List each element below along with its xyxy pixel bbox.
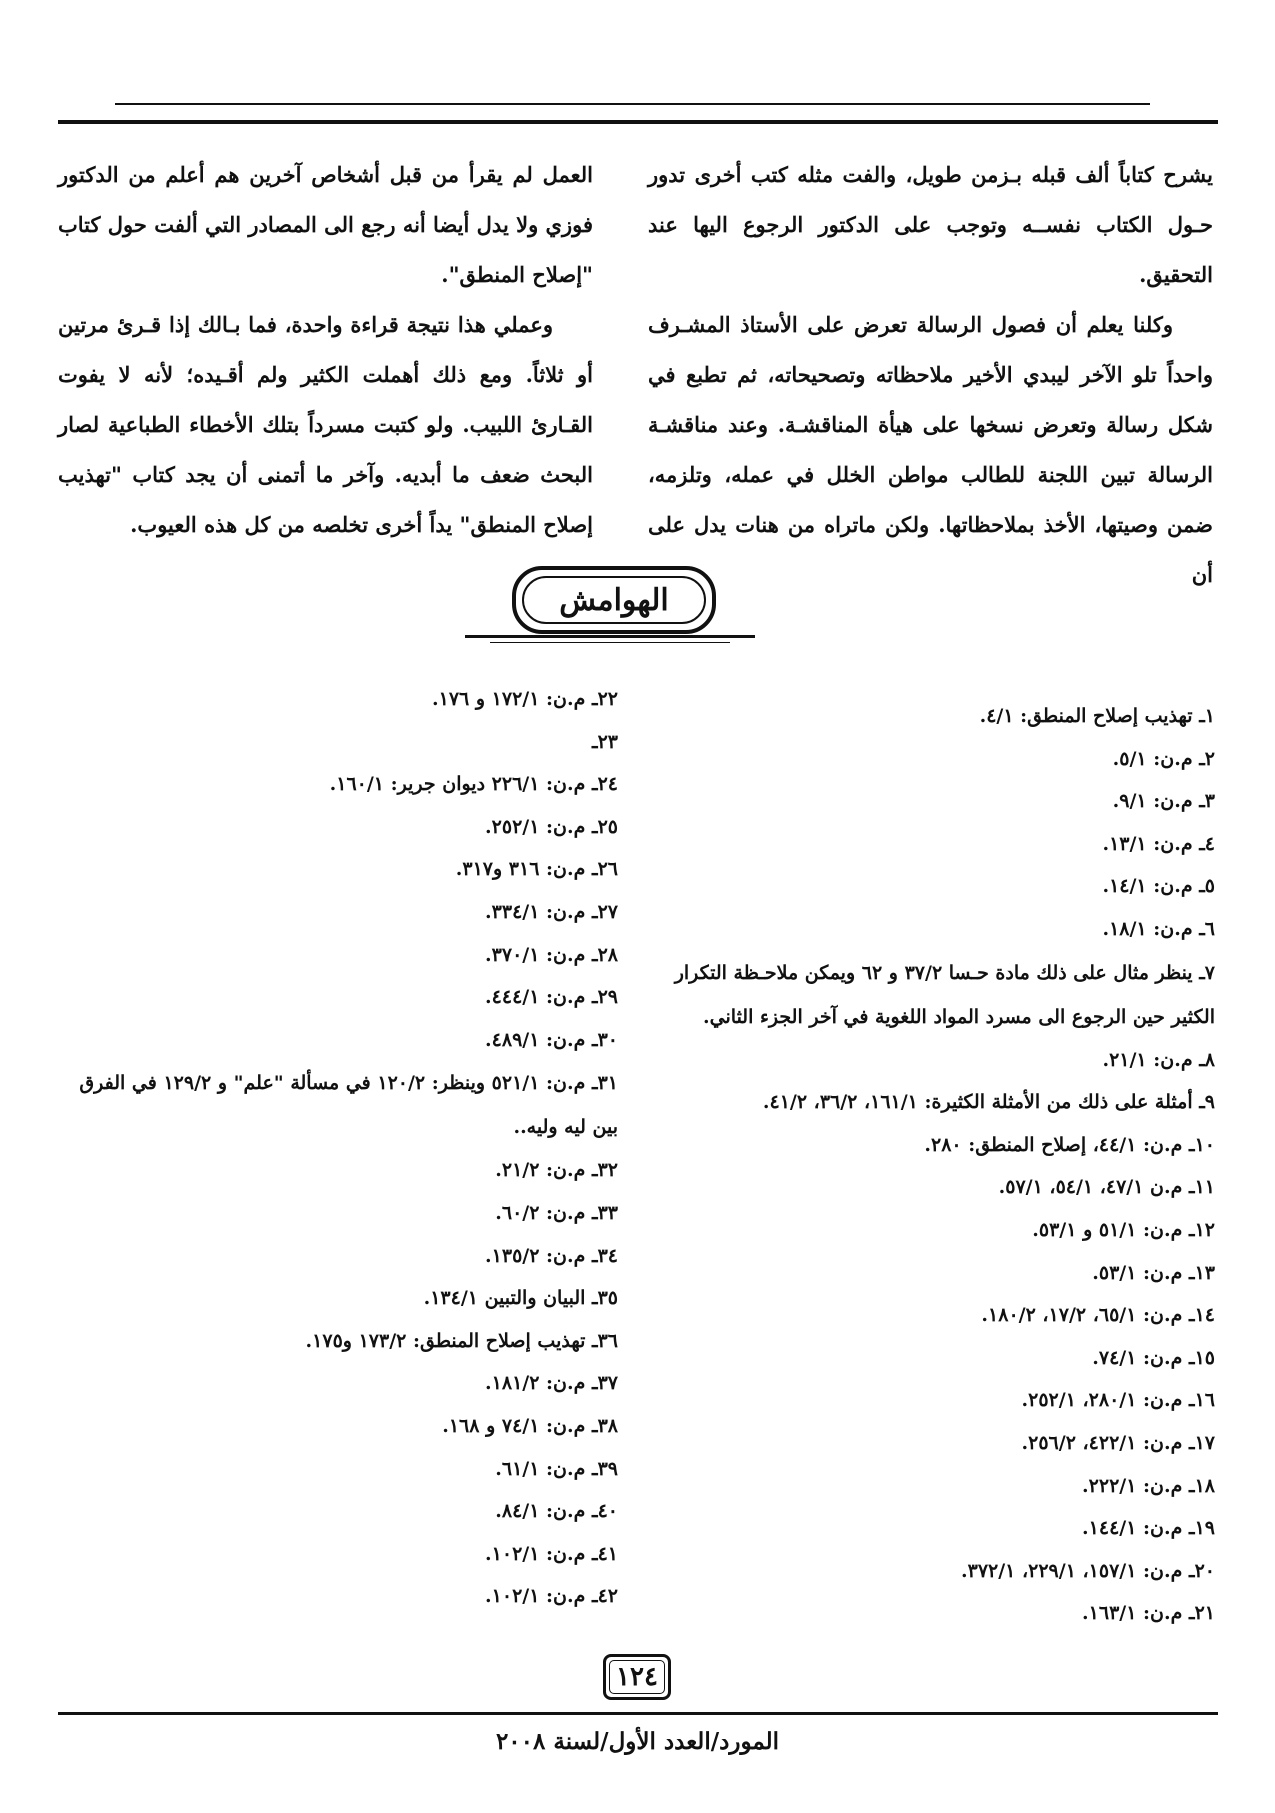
note-item: ٢٤ـ م.ن: ٢٢٦/١ ديوان جرير: ١٦٠/١. (329, 773, 618, 796)
note-item: ٢٠ـ م.ن: ١٥٧/١، ٢٢٩/١، ٣٧٢/١. (961, 1559, 1215, 1582)
note-item: ١٥ـ م.ن: ٧٤/١. (1092, 1346, 1215, 1369)
note-item: ٢٧ـ م.ن: ٣٣٤/١. (485, 900, 618, 923)
note-item: ٣٥ـ البيان والتبين ١٣٤/١. (423, 1287, 618, 1310)
note-item: ٤٠ـ م.ن: ٨٤/١. (495, 1500, 618, 1523)
note-item: ٣٤ـ م.ن: ١٣٥/٢. (485, 1244, 618, 1267)
note-item: ١١ـ م.ن ٤٧/١، ٥٤/١، ٥٧/١. (998, 1176, 1215, 1199)
note-item: ٢٣ـ (592, 730, 618, 753)
note-item: ٣٦ـ تهذيب إصلاح المنطق: ١٧٣/٢ و١٧٥. (305, 1329, 618, 1352)
note-item: ٢٢ـ م.ن: ١٧٢/١ و ١٧٦. (432, 688, 618, 710)
note-item: ٤ـ م.ن: ١٣/١. (1102, 832, 1215, 855)
body-column-right (648, 150, 1213, 600)
note-item: ١٧ـ م.ن: ٤٢٢/١، ٢٥٦/٢. (1021, 1431, 1215, 1454)
paragraph: يشرح كتاباً ألف قبله بـزمن طويل، والفت مثله كتب أخرى تدور حـول الكتاب نفســه وتوجب على الدكتور الرجوع اليها عند التحقيق. (648, 162, 1213, 287)
note-item: ٢٩ـ م.ن: ٤٤٤/١. (485, 986, 618, 1009)
note-item: ١٩ـ م.ن: ١٤٤/١. (1082, 1517, 1215, 1540)
note-item: ٤٢ـ م.ن: ١٠٢/١. (485, 1585, 618, 1608)
note-item: ٣٢ـ م.ن: ٢١/٢. (495, 1159, 618, 1182)
top-rule-thick (58, 120, 1218, 124)
notes-list-right (640, 695, 1215, 1635)
note-item: ١ـ تهذيب إصلاح المنطق: ٤/١. (979, 705, 1215, 727)
note-item: ١٢ـ م.ن: ٥١/١ و ٥٣/١. (1032, 1218, 1215, 1241)
note-item: ١٦ـ م.ن: ٢٨٠/١، ٢٥٢/١. (1021, 1389, 1215, 1412)
paragraph: وكلنا يعلم أن فصول الرسالة تعرض على الأستاذ المشـرف واحداً تلو الآخر ليبدي الأخير ملاحظاته وتصحيحاته، ثم تطبع في شكل رسالة وتعرض نسخها على هيأة المناقشـة. وعند مناقشـة الرسالة تبين اللجنة للطالب مواطن الخلل في عمله، وتلزمه، ضمن وصيتها، الأخذ بملاحظاتها. ولكن ماتراه من هنات يدل على أن (648, 312, 1213, 587)
notes-heading: الهوامش (559, 582, 669, 618)
note-item: ٣١ـ م.ن: ٥٢١/١ وينظر: ١٢٠/٢ في مسألة "علم" و ١٢٩/٢ في الفرق بين ليه وليه.. (79, 1072, 618, 1139)
note-item: ١٤ـ م.ن: ٦٥/١، ١٧/٢، ١٨٠/٢. (981, 1304, 1215, 1327)
paragraph: وعملي هذا نتيجة قراءة واحدة، فما بـالك إذا قـرئ مرتين أو ثلاثاً. ومع ذلك أهملت الكثير ولم أقـيده؛ لأنه لا يفوت القـارئ اللبيب. ولو كتبت مسرداً بتلك الأخطاء الطباعية لصار البحث ضعف ما أبديه. وآخر ما أتمنى أن يجد كتاب "تهذيب إصلاح المنطق" يداً أخرى تخلصه من كل هذه العيوب. (58, 312, 593, 537)
note-item: ٢ـ م.ن: ٥/١. (1112, 747, 1215, 770)
note-item: ٨ـ م.ن: ٢١/١. (1102, 1048, 1215, 1071)
note-item: ١٠ـ م.ن: ٤٤/١، إصلاح المنطق: ٢٨٠. (924, 1133, 1215, 1156)
note-item: ٣٧ـ م.ن: ١٨١/٢. (485, 1372, 618, 1395)
notes-heading-box (512, 566, 716, 634)
note-item: ٩ـ أمثلة على ذلك من الأمثلة الكثيرة: ١٦١/١، ٣٦/٢، ٤١/٢. (762, 1091, 1215, 1114)
body-column-left (58, 150, 593, 550)
top-rule-thin (115, 103, 1150, 105)
footer-journal-info: المورد/العدد الأول/لسنة ٢٠٠٨ (495, 1728, 780, 1755)
note-item: ٣٩ـ م.ن: ٦١/١. (495, 1457, 618, 1480)
bottom-rule (58, 1712, 1218, 1715)
note-item: ٦ـ م.ن: ١٨/١. (1102, 917, 1215, 940)
note-item: ٢٨ـ م.ن: ٣٧٠/١. (485, 943, 618, 966)
note-item: ٢١ـ م.ن: ١٦٣/١. (1082, 1602, 1215, 1625)
note-item: ٣٨ـ م.ن: ٧٤/١ و ١٦٨. (442, 1414, 618, 1437)
note-item: ٧ـ ينظر مثال على ذلك مادة حـسا ٣٧/٢ و ٦٢ ويمكن ملاحـظة التكرار الكثير حين الرجوع الى مسرد المواد اللغوية في آخر الجزء الثاني. (674, 961, 1215, 1028)
heading-underline-thin (490, 642, 730, 643)
note-item: ٤١ـ م.ن: ١٠٢/١. (485, 1542, 618, 1565)
page-number: ١٢٤ (616, 1662, 658, 1692)
page-number-box (603, 1654, 671, 1700)
note-item: ٣ـ م.ن: ٩/١. (1112, 790, 1215, 813)
note-item: ٣٠ـ م.ن: ٤٨٩/١. (485, 1028, 618, 1051)
paragraph: العمل لم يقرأ من قبل أشخاص آخرين هم أعلم من الدكتور فوزي ولا يدل أيضا أنه رجع الى المصادر التي ألفت حول كتاب "إصلاح المنطق". (57, 162, 593, 287)
notes-list-left (58, 678, 618, 1618)
note-item: ٢٦ـ م.ن: ٣١٦ و٣١٧. (455, 858, 618, 881)
note-item: ٣٣ـ م.ن: ٦٠/٢. (495, 1201, 618, 1224)
heading-underline (465, 635, 755, 638)
note-item: ١٣ـ م.ن: ٥٣/١. (1092, 1261, 1215, 1284)
note-item: ٥ـ م.ن: ١٤/١. (1102, 875, 1215, 898)
note-item: ٢٥ـ م.ن: ٢٥٢/١. (485, 815, 618, 838)
note-item: ١٨ـ م.ن: ٢٢٢/١. (1082, 1474, 1215, 1497)
